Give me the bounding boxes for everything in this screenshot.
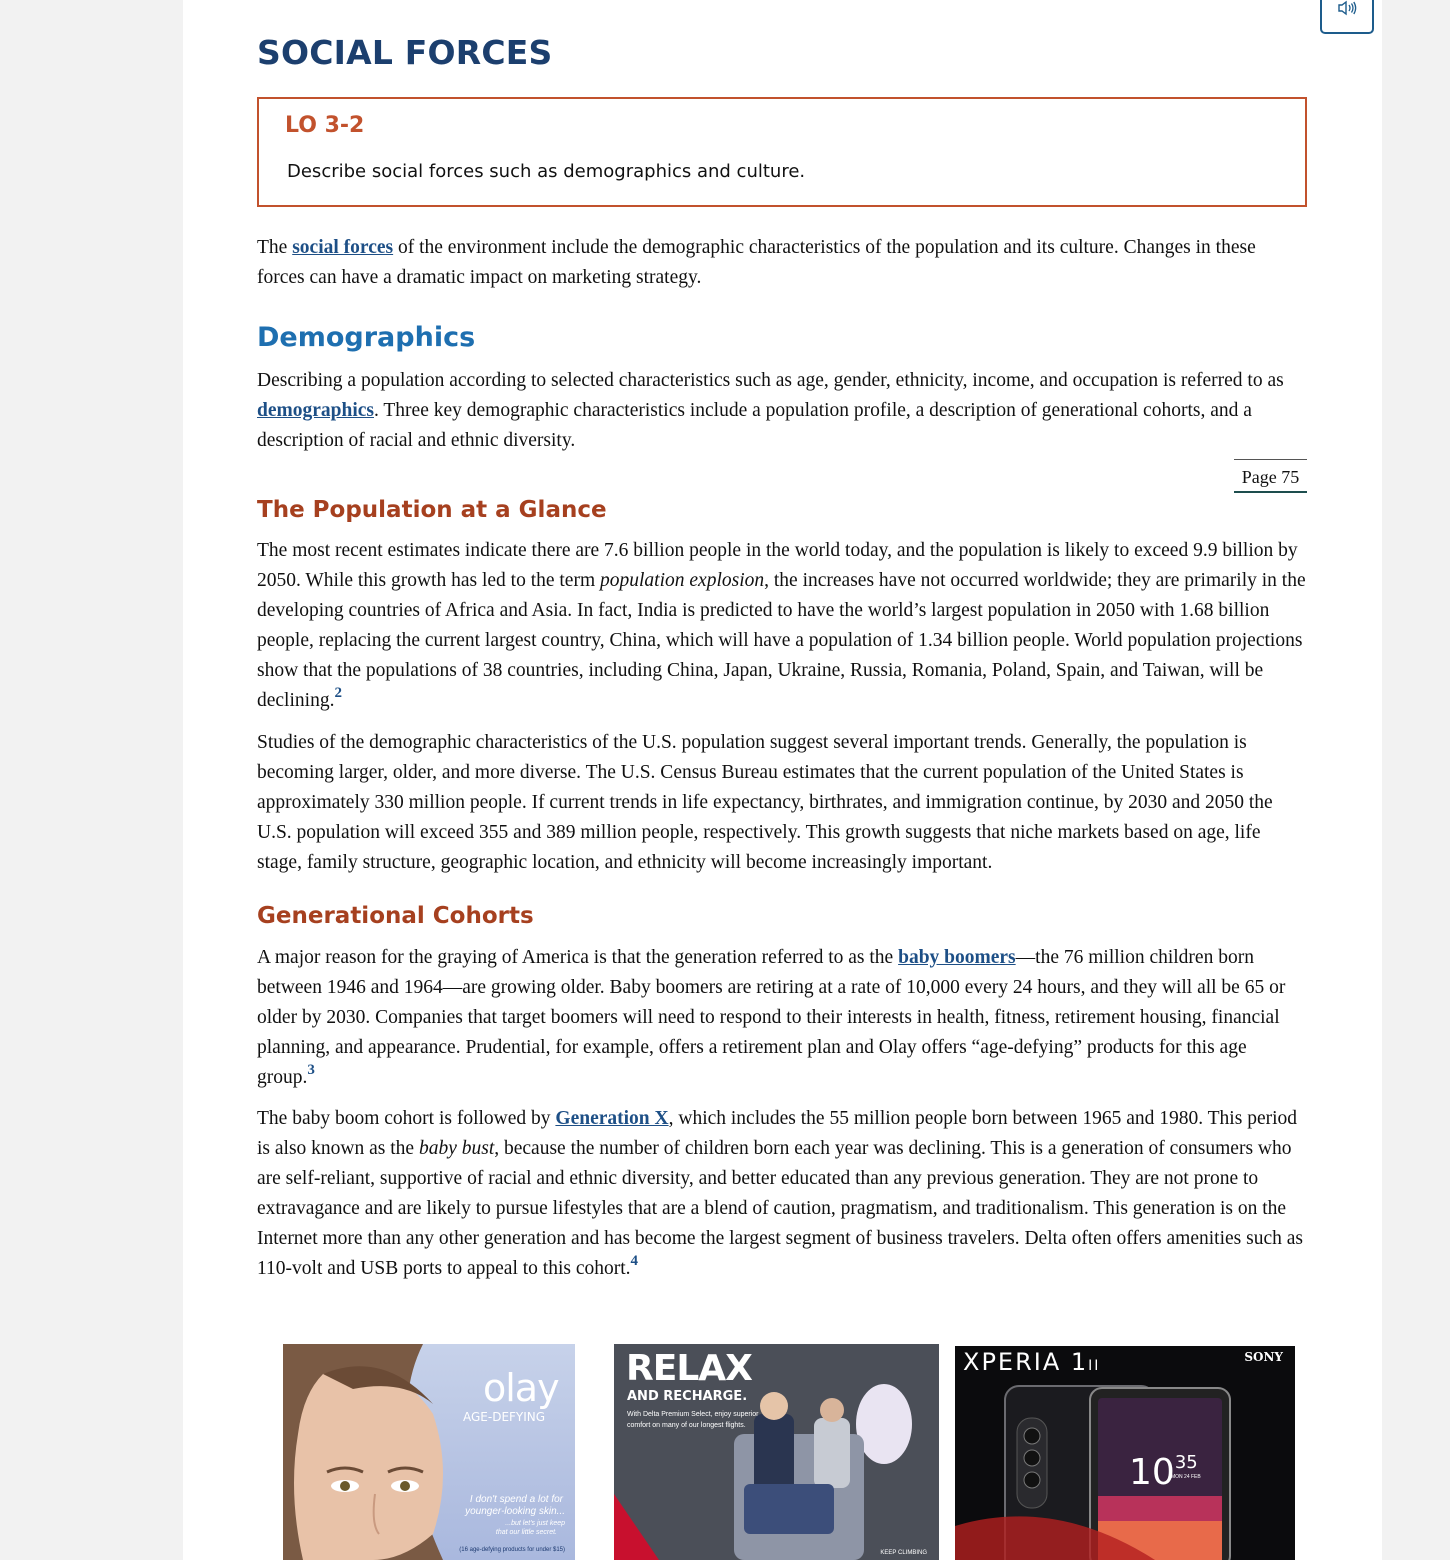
olay-quote-2: younger-looking skin...: [465, 1506, 565, 1517]
population-paragraph-1: [257, 536, 1307, 716]
footnote-link-3[interactable]: 3: [307, 1062, 315, 1078]
delta-footer: KEEP CLIMBING: [880, 1550, 927, 1556]
intro-paragraph: [257, 233, 1307, 293]
gen-x-text-mid: , which includes the 55 million people born between 1965 and 1980. This period is also known as the: [257, 1108, 1298, 1159]
demographics-heading: Demographics: [257, 322, 476, 353]
delta-headline: RELAX: [626, 1348, 752, 1389]
intro-text-start: The: [257, 237, 293, 258]
page-marker: Page 75: [1234, 459, 1307, 493]
sony-product-mark: II: [1088, 1358, 1101, 1374]
read-aloud-button[interactable]: [1320, 0, 1374, 34]
learning-objective-text: Describe social forces such as demographics and culture.: [287, 161, 806, 182]
baby-boomers-link[interactable]: baby boomers: [898, 947, 1016, 968]
cohorts-paragraph-2: [257, 1104, 1307, 1284]
demographics-text-end: . Three key demographic characteristics include a population profile, a description of generational cohorts, and a description of racial and ethnic diversity.: [257, 400, 1252, 451]
baby-bust-term: baby bust: [418, 1138, 495, 1159]
learning-objective-code: LO 3-2: [285, 113, 365, 138]
population-explosion-term: population explosion: [600, 570, 765, 591]
delta-subhead: AND RECHARGE.: [627, 1389, 748, 1404]
sony-clock-minutes: 35: [1174, 1452, 1198, 1473]
sony-product-name: [963, 1348, 1100, 1376]
delta-body-1: With Delta Premium Select, enjoy superior: [627, 1411, 759, 1418]
olay-ad-image: [283, 1344, 575, 1560]
sony-brand: SONY: [1244, 1350, 1283, 1364]
page: [183, 0, 1382, 1560]
footnote-link-2[interactable]: 2: [334, 685, 342, 701]
footnote-link-4[interactable]: 4: [630, 1253, 639, 1269]
cohorts-text-end: —the 76 million children born between 1946 and 1964—are growing older. Baby boomers are retiring at a rate of 10,000 every 24 hours, and they will all be 65 or older by 2030. Companies that target boomers will need to respond to their interests in health, fitness, retirement housing, financial planning, and appearance. Prudential, for example, offers a retirement plan and Olay offers “age-defying” products for this age group.: [257, 947, 1286, 1088]
demographics-paragraph: [257, 366, 1307, 456]
sony-clock: [1129, 1452, 1198, 1493]
population-paragraph-2: Studies of the demographic characteristics of the U.S. population suggest several important trends. Generally, the population is becoming larger, older, and more diverse. The U.S. Census Bureau estimates that the current population of the United States is approximately 330 million people. If current trends in life expectancy, birthrates, and immigration continue, by 2030 and 2050 the U.S. population will exceed 355 and 389 million people, respectively. This growth suggests that niche markets based on age, life stage, family structure, geographic location, and ethnicity will become increasingly important.: [257, 732, 1273, 873]
sony-ad-image: [955, 1346, 1295, 1560]
delta-ad-image: [614, 1344, 939, 1560]
sony-date: MON 24 FEB: [1171, 1474, 1201, 1480]
olay-tagline: AGE-DEFYING: [463, 1410, 546, 1424]
delta-body-2: comfort on many of our longest flights.: [627, 1422, 746, 1429]
demographics-link[interactable]: demographics: [257, 400, 374, 421]
olay-brand: olay: [483, 1366, 559, 1410]
olay-quote-1: I don't spend a lot for: [469, 1494, 563, 1505]
xperia-phones-illustration: [955, 1346, 1295, 1560]
population-text-start: The most recent estimates indicate there are 7.6 billion people in the world today, and the population is likely to exceed 9.9 billion by 2050. While this growth has led to the term: [257, 540, 1298, 591]
population-text-end: , the increases have not occurred worldwide; they are primarily in the developing countries of Africa and Asia. In fact, India is predicted to have the world’s largest population in 2050 with 1.68 billion people, replacing the current largest country, China, which will have a population of 1.34 billion people. World population projections show that the populations of 38 countries, including China, Japan, Ukraine, Russia, Romania, Poland, Spain, and Taiwan, will be declining.: [257, 570, 1306, 711]
cohorts-paragraph-1: [257, 943, 1307, 1093]
demographics-text-start: Describing a population according to selected characteristics such as age, gender, ethnicity, income, and occupation is referred to as: [257, 370, 1284, 391]
population-heading: The Population at a Glance: [257, 497, 607, 523]
olay-fine-print: (16 age-defying products for under $15): [459, 1547, 565, 1553]
learning-objective-box: [257, 97, 1307, 207]
generational-cohorts-heading: Generational Cohorts: [257, 903, 534, 929]
olay-quote-4: that our little secret.: [495, 1529, 557, 1536]
cohorts-text-start: A major reason for the graying of America is that the generation referred to as the: [257, 947, 899, 968]
section-title: SOCIAL FORCES: [257, 33, 553, 72]
intro-text-end: of the environment include the demographic characteristics of the population and its culture. Changes in these forces can have a dramatic impact on marketing strategy.: [257, 237, 1256, 288]
sony-product: XPERIA 1: [963, 1348, 1089, 1376]
sony-clock-hours: 10: [1129, 1452, 1175, 1493]
speaker-icon: [1337, 0, 1357, 21]
olay-quote-3: ...but let's just keep: [505, 1520, 565, 1527]
gen-x-text-end: , because the number of children born each year was declining. This is a generation of consumers who are self-reliant, supportive of racial and ethnic diversity, and better educated than any previous generation. They are not prone to extravagance and are likely to pursue lifestyles that are a blend of caution, pragmatism, and traditionalism. This generation is on the Internet more than any other generation and has become the largest segment of business travelers. Delta often offers amenities such as 110-volt and USB ports to appeal to this cohort.: [257, 1138, 1303, 1279]
generation-x-link[interactable]: Generation X: [555, 1108, 669, 1129]
social-forces-link[interactable]: social forces: [292, 237, 394, 258]
gen-x-text-start: The baby boom cohort is followed by: [257, 1108, 556, 1129]
